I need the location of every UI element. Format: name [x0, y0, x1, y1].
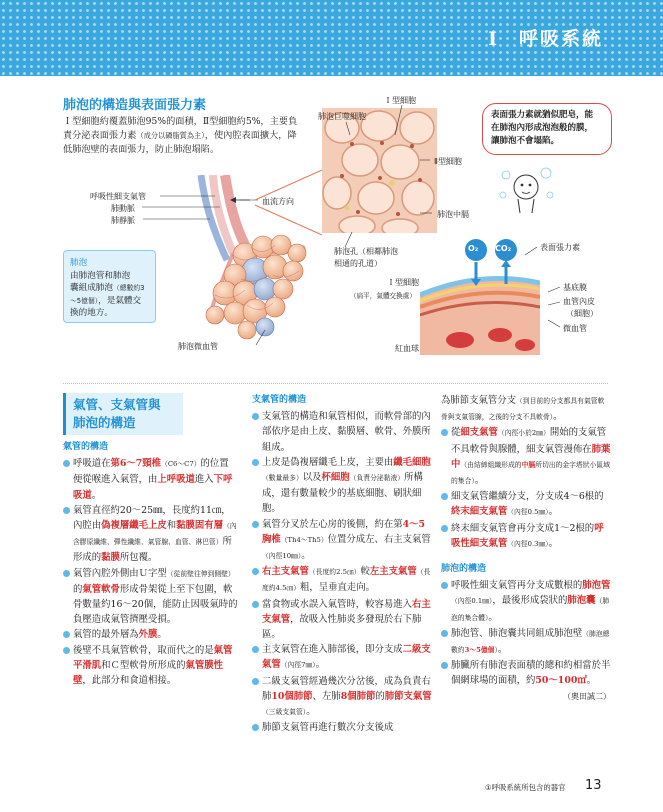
- list-item: 氣管直徑約20～25㎜，長度約11㎝，內腔由偽複層纖毛上皮和黏膜固有層（內含膠原纖維、彈性纖維、氣管腺、血管、淋巴管）所形成的黏膜所包覆。: [63, 503, 238, 566]
- label-type1-cell-bottom: Ｉ型細胞: [387, 278, 419, 287]
- list-item: 支氣管的構造和氣管相似，而軟骨部的內部依序是由上皮、黏膜層、軟骨、外膜所組成。: [252, 409, 432, 455]
- list-item: 呼吸性細支氣管再分支成數根的肺泡管（內徑0.1㎜），最後形成袋狀的肺泡囊（肺泡的集合體）。: [441, 578, 611, 626]
- co2-label: CO₂: [495, 244, 512, 253]
- label-alveolar-capillary: 肺泡微血管: [178, 342, 218, 351]
- list-item: 氣管分叉於左心房的後側，約在第4～5胸椎（Th4～Th5）位置分成左、右主支氣管（內徑10㎜）。: [252, 517, 432, 565]
- section-title-alveoli: 肺泡的構造與表面張力素: [63, 98, 207, 113]
- label-basement-membrane: 基底膜: [563, 283, 587, 292]
- label-alveolar-pore: 肺泡孔（相鄰肺泡: [334, 247, 398, 256]
- label-type1-desc: （扁平，氣體交換處）: [350, 292, 416, 300]
- alveoli-info-box: 肺泡 由肺泡管和肺泡 囊組成肺泡（總數約3～5億個），是氣體交換的地方。: [63, 250, 156, 323]
- list-item: 呼吸道在第6～7頸椎（C6～C7）的位置便從喉進入氣管，由上呼吸道進入下呼吸道。: [63, 456, 238, 503]
- section-intro: Ｉ型細胞約覆蓋肺泡95%的面積，Ⅱ型細胞約5%，主要負責分泌表面張力素（成分以磷脂質為主），使內腔表面擴大，降低肺泡壁的表面張力，防止肺泡塌陷。: [63, 116, 298, 155]
- page-number: 13: [585, 778, 602, 793]
- chapter-title: I 呼吸系統: [488, 28, 603, 50]
- label-type1-cell-top: Ｉ型細胞: [384, 96, 416, 105]
- list-item: 主支氣管在進入肺部後，即分支成二級支氣管（內徑7㎜）。: [252, 642, 432, 673]
- list-item: 當食物或水誤入氣管時，較容易進入右主支氣管，故吸入性肺炎多發現於右下肺區。: [252, 597, 432, 643]
- column-trachea: 氣管的構造 呼吸道在第6～7頸椎（C6～C7）的位置便從喉進入氣管，由上呼吸道進入下呼吸道。 氣管直徑約20～25㎜，長度約11㎝，內腔由偽複層纖毛上皮和黏膜固有層（內含膠原纖維、彈性纖維、氣管腺、血管、淋巴管）所形成的黏膜所包覆。 氣管內腔外側由Ｕ字型（從前壁往伸到側壁）的氣管軟骨形成骨架從上至下包圍，軟骨數量約16～20個，能防止因吸氣時的負壓造成氣管擠壓受損。 氣管的最外層為外膜。 後壁不具氣管軟骨，取而代之的是氣管平滑肌和Ｃ型軟骨所形成的氣管膜性壁，此部分和食道相接。: [63, 440, 238, 688]
- label-red-blood-cell: 紅血球: [395, 344, 419, 353]
- list-item: 右主支氣管（長度約2.5㎝）較左主支氣管（長度約4.5㎝）粗，呈垂直走向。: [252, 564, 432, 596]
- list-item: 肺臟所有肺泡表面積的總和約相當於半個網球場的面積，約50～100㎡。: [441, 658, 611, 688]
- paragraph-continuation: 為肺節支氣管分支（到目前的分支都具有氣管軟骨與支氣管腺，之後的分支不具軟骨）。: [441, 395, 605, 423]
- label-pulmonary-vein: 肺靜脈: [111, 216, 135, 225]
- label-macrophage: 肺泡巨噬細胞: [318, 112, 366, 121]
- author-signature: （奧田誠二）: [563, 691, 611, 701]
- label-capillary: 微血管: [563, 324, 587, 333]
- speech-bubble: 表面張力素就猶似肥皂，能 在肺泡內形成泡泡般的膜， 讓肺泡不會塌陷。: [482, 103, 612, 155]
- label-surfactant: 表面張力素: [540, 243, 580, 252]
- list-item: 肺節支氣管再進行數次分支後成: [252, 720, 432, 735]
- section-divider: [63, 383, 608, 384]
- column-bronchi: 支氣管的構造 支氣管的構造和氣管相似，而軟骨部的內部依序是由上皮、黏膜層、軟骨、外膜所組成。 上皮是偽複層纖毛上皮，主要由纖毛細胞（數量最多）以及杯細胞（負責分泌黏液）所構成，還有數量較少的基底細胞、刷狀細胞。 氣管分叉於左心房的後側，約在第4～5胸椎（Th4～Th5）位置分成左、右主支氣管（內徑10㎜）。 右主支氣管（長度約2.5㎝）較左主支氣管（長度約4.5㎝）粗，呈垂直走向。 當食物或水誤入氣管時，較容易進入右主支氣管，故吸入性肺炎多發現於右下肺區。 主支氣管在進入肺部後，即分支成二級支氣管（內徑7㎜）。 二級支氣管經過幾次分岔後，成為負責右肺10個肺節、左肺8個肺節的肺節支氣管（三級支氣管）。 肺節支氣管再進行數次分支後成: [252, 393, 432, 735]
- label-blood-flow: 血流方向: [262, 197, 294, 206]
- label-endothelium-2: （細胞）: [566, 309, 598, 318]
- list-item: 細支氣管繼續分支，分支成4～6根的終末細支氣管（內徑0.5㎜）。: [441, 489, 611, 520]
- label-respiratory-bronchiole: 呼吸性細支氣管: [90, 192, 146, 201]
- label-pulmonary-artery: 肺動脈: [111, 204, 135, 213]
- label-endothelium: 血管內皮: [563, 297, 595, 306]
- list-item: 後壁不具氣管軟骨，取而代之的是氣管平滑肌和Ｃ型軟骨所形成的氣管膜性壁，此部分和食道相接。: [63, 643, 238, 689]
- list-item: 氣管內腔外側由Ｕ字型（從前壁往伸到側壁）的氣管軟骨形成骨架從上至下包圍，軟骨數量約16～20個，能防止因吸氣時的負壓造成氣管擠壓受損。: [63, 566, 238, 628]
- list-item: 肺泡管、肺泡囊共同組成肺泡壁（肺泡總數約3～5億個）。: [441, 626, 611, 658]
- mascot-illustration: [498, 165, 558, 217]
- label-alveolar-pore-2: 相通的孔道）: [334, 259, 382, 268]
- label-type2-cell: Ⅱ型細胞: [434, 157, 462, 166]
- footer-note: ①呼吸系統所包含的器官: [485, 783, 566, 792]
- list-item: 二級支氣管經過幾次分岔後，成為負責右肺10個肺節、左肺8個肺節的肺節支氣管（三級支氣管）。: [252, 674, 432, 721]
- column-bronchioles-alveoli: 為肺節支氣管分支（到目前的分支都具有氣管軟骨與支氣管腺，之後的分支不具軟骨）。 從細支氣管（內徑小於2㎜）開始的支氣管不具軟骨與腺體，細支氣管漫佈在肺葉中（由結締組織形成的中膈所切出的金字塔狀小區域的集合）。 細支氣管繼續分支，分支成4～6根的終末細支氣管（內徑0.5㎜）。 終末細支氣管會再分支成1～2根的呼吸性細支氣管（內徑0.3㎜）。 肺泡的構造 呼吸性細支氣管再分支成數根的肺泡管（內徑0.1㎜），最後形成袋狀的肺泡囊（肺泡的集合體）。 肺泡管、肺泡囊共同組成肺泡壁（肺泡總數約3～5億個）。 肺臟所有肺泡表面積的總和約相當於半個網球場的面積，約50～100㎡。 （奧田誠二）: [441, 393, 611, 704]
- list-item: 氣管的最外層為外膜。: [63, 627, 238, 642]
- list-item: 從細支氣管（內徑小於2㎜）開始的支氣管不具軟骨與腺體，細支氣管漫佈在肺葉中（由結締組織形成的中膈所切出的金字塔狀小區域的集合）。: [441, 425, 611, 489]
- label-alveolar-septum: 肺泡中膈: [437, 210, 469, 219]
- section-title-trachea: 氣管、支氣管與 肺泡的構造: [63, 393, 183, 435]
- list-item: 上皮是偽複層纖毛上皮，主要由纖毛細胞（數量最多）以及杯細胞（負責分泌黏液）所構成，還有數量較少的基底細胞、刷狀細胞。: [252, 455, 432, 517]
- list-item: 終末細支氣管會再分支成1～2根的呼吸性細支氣管（內徑0.3㎜）。: [441, 521, 611, 552]
- o2-label: O₂: [468, 244, 479, 253]
